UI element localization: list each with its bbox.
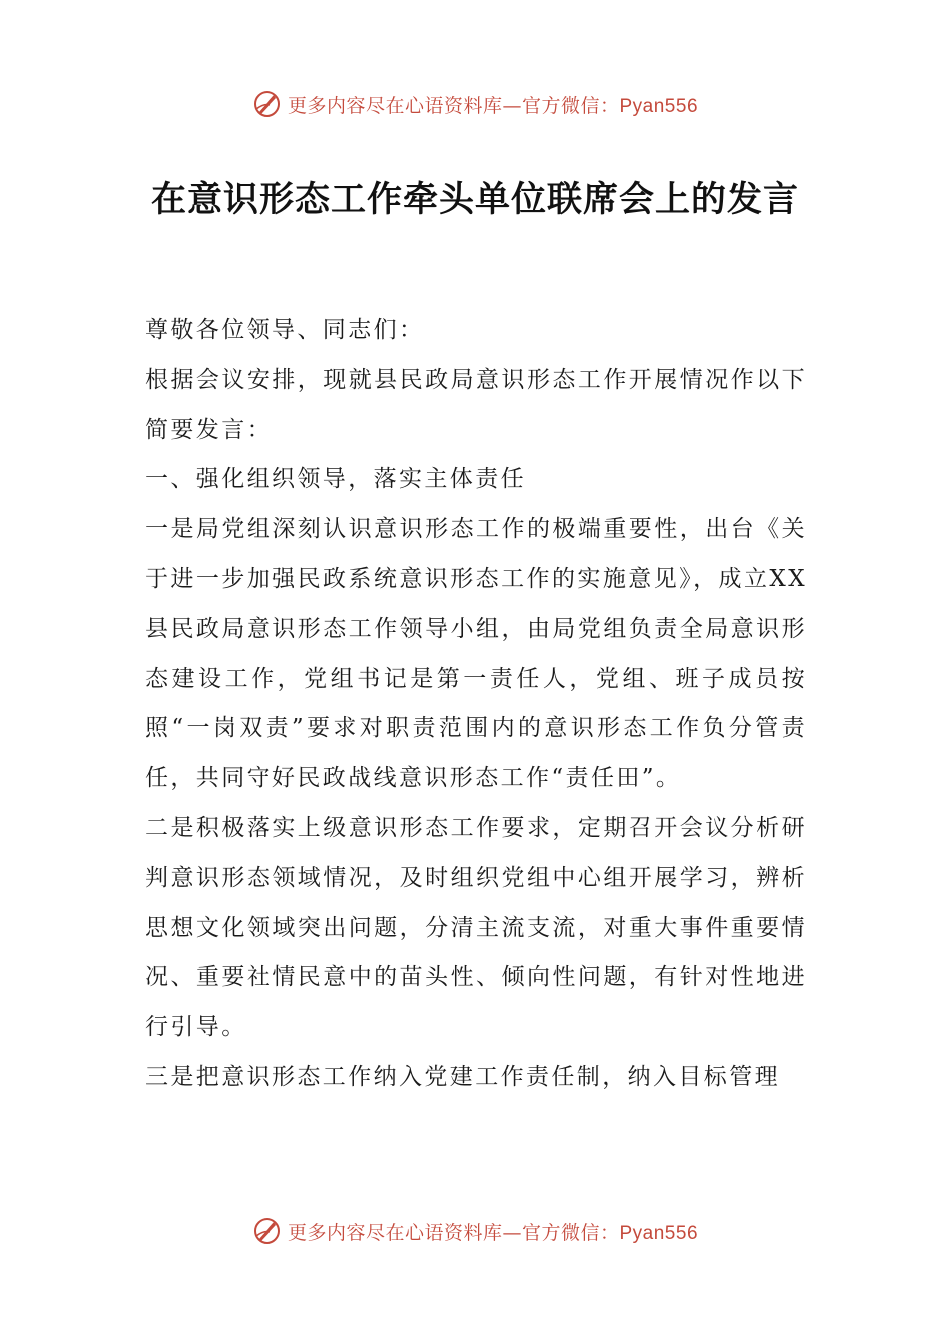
watermark-text: 更多内容尽在心语资料库—官方微信：Pyan556 [287, 1221, 699, 1244]
wechat-id: Pyan556 [619, 1222, 699, 1244]
feather-pen-logo-icon [252, 1216, 282, 1246]
paragraph: 三是把意识形态工作纳入党建工作责任制，纳入目标管理 [145, 1063, 780, 1090]
paragraph: 根据会议安排，现就县民政局意识形态工作开展情况作以下简要发言： [145, 366, 807, 443]
footer-watermark [0, 1211, 950, 1251]
header-watermark [0, 84, 950, 124]
document-body [145, 306, 807, 1103]
section-heading: 一、强化组织领导，落实主体责任 [145, 466, 526, 493]
paragraph: 二是积极落实上级意识形态工作要求，定期召开会议分析研判意识形态领域情况，及时组织党组中心组开展学习，辨析思想文化领域突出问题，分清主流支流，对重大事件重要情况、重要社情民意中的苗头性、倾向性问题，有针对性地进行引导。 [145, 814, 807, 1041]
watermark-text: 更多内容尽在心语资料库—官方微信：Pyan556 [287, 94, 699, 117]
salutation: 尊敬各位领导、同志们： [145, 317, 425, 343]
wechat-id: Pyan556 [619, 95, 699, 117]
feather-pen-logo-icon [252, 89, 282, 119]
paragraph: 一是局党组深刻认识意识形态工作的极端重要性，出台《关于进一步加强民政系统意识形态工作的实施意见》，成立XX县民政局意识形态工作领导小组，由局党组负责全局意识形态建设工作，党组书记是第一责任人，党组、班子成员按照“一岗双责”要求对职责范围内的意识形态工作负分管责任，共同守好民政战线意识形态工作“责任田”。 [145, 516, 807, 792]
document-title: 在意识形态工作牵头单位联席会上的发言 [150, 180, 799, 220]
